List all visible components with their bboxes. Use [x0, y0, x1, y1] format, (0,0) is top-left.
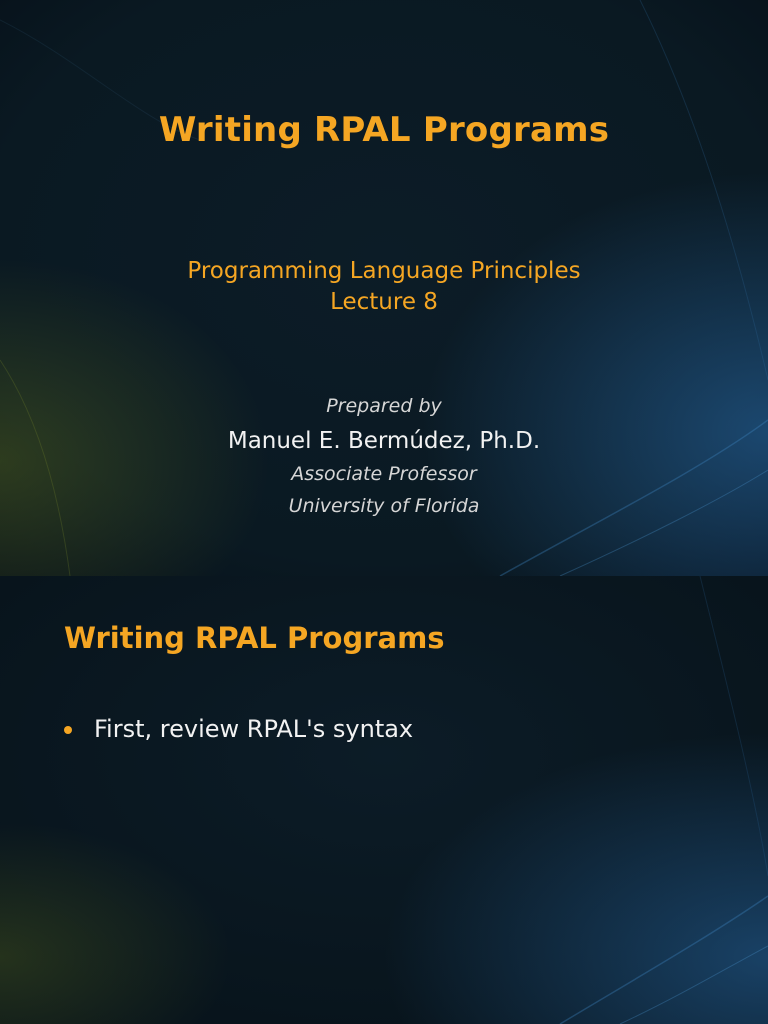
lecture-number: Lecture 8 — [330, 289, 438, 315]
author-name: Manuel E. Bermúdez, Ph.D. — [227, 428, 541, 454]
slide-title: Writing RPAL Programs — [158, 110, 610, 150]
bullet-text: First, review RPAL's syntax — [94, 715, 414, 743]
slide-title: Writing RPAL Programs — [64, 621, 445, 655]
author-role: Associate Professor — [291, 463, 477, 485]
list-item — [64, 715, 413, 743]
content-slide — [0, 576, 768, 1024]
author-institution: University of Florida — [288, 495, 480, 517]
prepared-by-label: Prepared by — [326, 395, 442, 417]
course-name: Programming Language Principles — [187, 258, 581, 284]
bullet-list — [64, 715, 413, 743]
bullet-icon — [64, 726, 72, 734]
